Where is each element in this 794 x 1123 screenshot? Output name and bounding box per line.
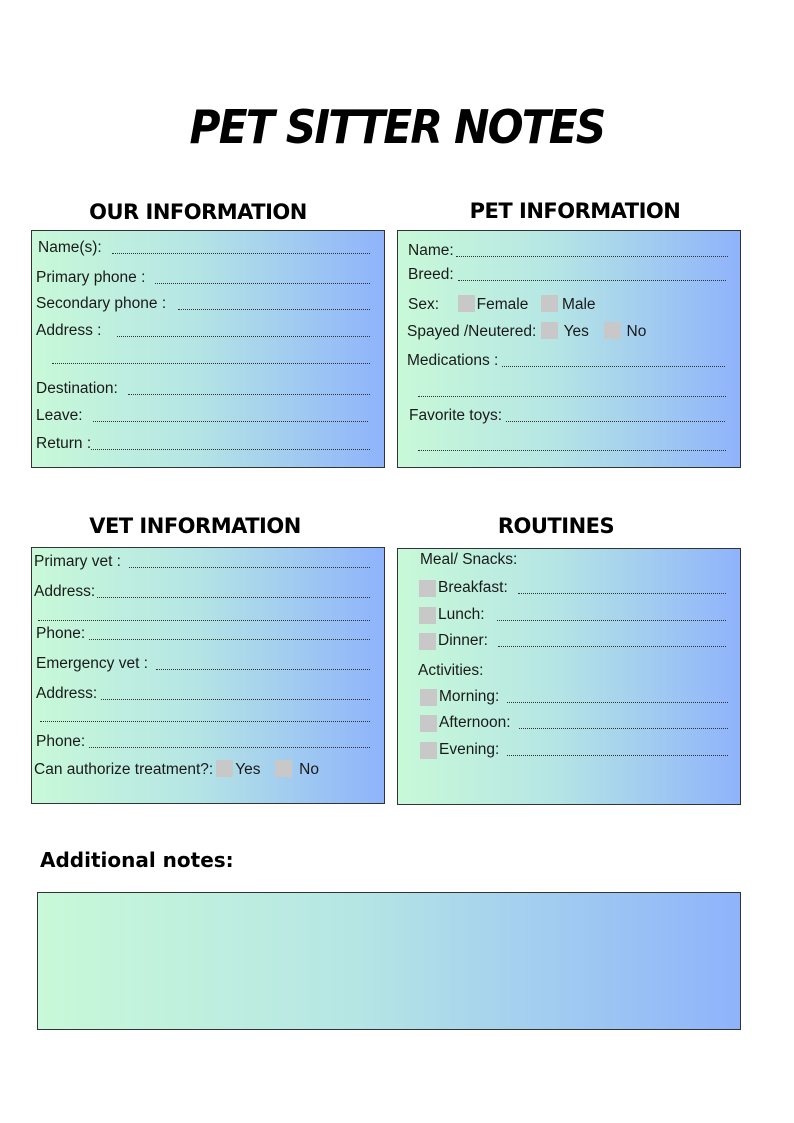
favorite-toys-label: Favorite toys: bbox=[409, 407, 503, 424]
afternoon-checkbox[interactable] bbox=[420, 715, 437, 732]
vet-phone-field[interactable] bbox=[36, 625, 370, 643]
vet-address-field[interactable] bbox=[34, 583, 370, 601]
vet-phone-label: Phone: bbox=[36, 625, 86, 642]
authorize-yes-label: Yes bbox=[235, 761, 261, 778]
sex-label: Sex: bbox=[408, 296, 440, 313]
morning-label: Morning: bbox=[439, 688, 500, 705]
spayed-no-label: No bbox=[626, 323, 647, 340]
male-label: Male bbox=[561, 296, 596, 313]
breakfast-field[interactable] bbox=[419, 579, 726, 597]
emergency-vet-field[interactable] bbox=[36, 655, 370, 673]
morning-checkbox[interactable] bbox=[420, 689, 437, 706]
page-title: PET SITTER NOTES bbox=[189, 100, 605, 154]
pet-name-field[interactable] bbox=[408, 242, 728, 260]
leave-field[interactable] bbox=[36, 407, 368, 425]
dinner-field[interactable] bbox=[419, 632, 726, 650]
breakfast-label: Breakfast: bbox=[438, 579, 508, 596]
routines-heading: ROUTINES bbox=[497, 514, 615, 538]
morning-field[interactable] bbox=[420, 688, 728, 706]
favorite-toys-line-2[interactable] bbox=[418, 450, 726, 451]
authorize-row bbox=[34, 760, 319, 779]
primary-vet-field[interactable] bbox=[34, 553, 370, 571]
secondary-phone-label: Secondary phone : bbox=[36, 295, 167, 312]
address-field[interactable] bbox=[36, 322, 370, 340]
afternoon-label: Afternoon: bbox=[439, 714, 511, 731]
evening-label: Evening: bbox=[439, 741, 500, 758]
our-information-box bbox=[31, 230, 385, 468]
lunch-label: Lunch: bbox=[438, 606, 485, 623]
emergency-phone-field[interactable] bbox=[36, 733, 370, 751]
lunch-checkbox[interactable] bbox=[419, 607, 436, 624]
return-label: Return : bbox=[36, 435, 92, 452]
authorize-no-label: No bbox=[299, 761, 319, 778]
spayed-row bbox=[407, 322, 646, 341]
secondary-phone-field[interactable] bbox=[36, 295, 370, 313]
spayed-yes-label: Yes bbox=[563, 323, 589, 340]
lunch-field[interactable] bbox=[419, 606, 726, 624]
dinner-label: Dinner: bbox=[438, 632, 488, 649]
address-line-2[interactable] bbox=[52, 363, 370, 364]
vet-address-line-2[interactable] bbox=[38, 620, 370, 621]
meal-snacks-label: Meal/ Snacks: bbox=[420, 551, 518, 568]
breakfast-checkbox[interactable] bbox=[419, 580, 436, 597]
authorize-no-checkbox[interactable] bbox=[275, 760, 292, 777]
medications-line-2[interactable] bbox=[418, 396, 726, 397]
vet-information-box bbox=[31, 547, 385, 804]
female-label: Female bbox=[476, 296, 529, 313]
authorize-label: Can authorize treatment?: bbox=[34, 761, 214, 778]
additional-notes-box[interactable] bbox=[37, 892, 741, 1030]
primary-phone-field[interactable] bbox=[36, 269, 370, 287]
breed-label: Breed: bbox=[408, 266, 454, 283]
additional-notes-heading: Additional notes: bbox=[40, 848, 234, 872]
vet-information-heading: VET INFORMATION bbox=[89, 514, 301, 538]
evening-checkbox[interactable] bbox=[420, 742, 437, 759]
evening-field[interactable] bbox=[420, 741, 728, 759]
address-label: Address : bbox=[36, 322, 102, 339]
destination-field[interactable] bbox=[36, 380, 370, 398]
name-field[interactable] bbox=[38, 239, 370, 257]
spayed-yes-checkbox[interactable] bbox=[541, 322, 558, 339]
sex-row bbox=[408, 295, 596, 314]
primary-phone-label: Primary phone : bbox=[36, 269, 146, 286]
pet-information-box bbox=[397, 230, 741, 468]
female-checkbox[interactable] bbox=[458, 295, 475, 312]
return-field[interactable] bbox=[36, 435, 370, 453]
male-checkbox[interactable] bbox=[541, 295, 558, 312]
spayed-label: Spayed /Neutered: bbox=[407, 323, 537, 340]
emergency-address-field[interactable] bbox=[36, 685, 370, 703]
medications-field[interactable] bbox=[407, 352, 725, 370]
afternoon-field[interactable] bbox=[420, 714, 728, 732]
vet-address-label: Address: bbox=[34, 583, 96, 600]
pet-information-heading: PET INFORMATION bbox=[469, 199, 681, 223]
emergency-address-line-2[interactable] bbox=[40, 721, 370, 722]
routines-box bbox=[397, 548, 741, 805]
our-information-heading: OUR INFORMATION bbox=[89, 200, 307, 224]
spayed-no-checkbox[interactable] bbox=[604, 322, 621, 339]
authorize-yes-checkbox[interactable] bbox=[216, 760, 233, 777]
activities-label: Activities: bbox=[418, 662, 484, 679]
destination-label: Destination: bbox=[36, 380, 118, 397]
breed-field[interactable] bbox=[408, 266, 726, 284]
leave-label: Leave: bbox=[36, 407, 83, 424]
pet-name-label: Name: bbox=[408, 242, 454, 259]
primary-vet-label: Primary vet : bbox=[34, 553, 121, 570]
emergency-phone-label: Phone: bbox=[36, 733, 86, 750]
name-label: Name(s): bbox=[38, 239, 102, 256]
emergency-vet-label: Emergency vet : bbox=[36, 655, 148, 672]
favorite-toys-field[interactable] bbox=[409, 407, 725, 425]
dinner-checkbox[interactable] bbox=[419, 633, 436, 650]
emergency-address-label: Address: bbox=[36, 685, 98, 702]
medications-label: Medications : bbox=[407, 352, 499, 369]
